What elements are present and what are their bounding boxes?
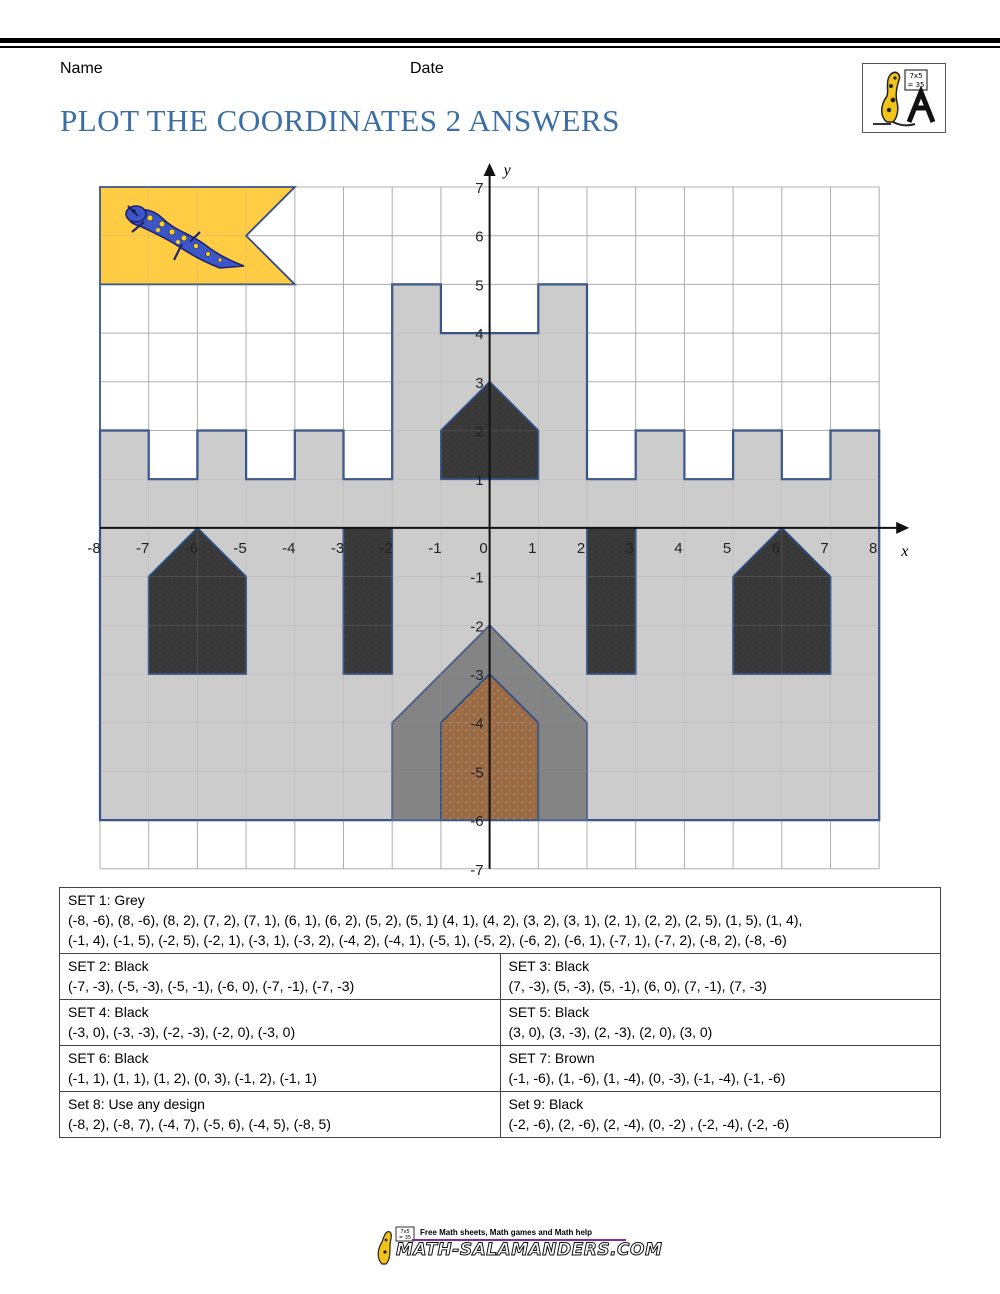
y-tick-label: 5 bbox=[475, 277, 484, 295]
set7-label: SET 7: Brown bbox=[508, 1050, 595, 1066]
x-tick-label: 2 bbox=[576, 539, 586, 557]
x-tick-label: -7 bbox=[136, 539, 150, 557]
set8-coords: (-8, 2), (-8, 7), (-4, 7), (-5, 6), (-4, 5), (-8, 5) bbox=[68, 1116, 331, 1132]
set4-coords: (-3, 0), (-3, -3), (-2, -3), (-2, 0), (-3, 0) bbox=[68, 1024, 296, 1040]
set6-coords: (-1, 1), (1, 1), (1, 2), (0, 3), (-1, 2), (-1, 1) bbox=[68, 1070, 317, 1086]
logo bbox=[862, 63, 946, 133]
footer-tagline: Free Math sheets, Math games and Math help bbox=[420, 1228, 593, 1237]
logo-badge-line1: 7x5 bbox=[909, 72, 923, 80]
set1-coords-line1: (-8, -6), (8, -6), (8, 2), (7, 2), (7, 1), (6, 1), (6, 2), (5, 2), (5, 1) (4, 1), (4, 2), (3, 2), (3, 1), (2, 1), (2, 2), (2, 5), (1, 5), (1, 4), bbox=[68, 912, 803, 928]
set1-coords-line2: (-1, 4), (-1, 5), (-2, 5), (-2, 1), (-3, 1), (-3, 2), (-4, 2), (-4, 1), (-5, 1), (-5, 2), (-6, 2), (-6, 1), (-7, 1), (-7, 2), (-8, 2), (-8, -6) bbox=[68, 932, 787, 948]
x-tick-label: 1 bbox=[528, 539, 537, 557]
x-tick-label: -3 bbox=[330, 539, 345, 557]
set7-coords: (-1, -6), (1, -6), (1, -4), (0, -3), (-1, -4), (-1, -6) bbox=[508, 1070, 786, 1086]
set5-label: SET 5: Black bbox=[508, 1004, 590, 1020]
set1-cell bbox=[60, 888, 941, 954]
x-tick-label: 4 bbox=[674, 539, 683, 557]
footer-brand: MATH-SALAMANDERS.COM bbox=[396, 1240, 663, 1260]
set4-cell bbox=[60, 1000, 501, 1046]
x-axis-arrow-icon bbox=[896, 522, 909, 534]
y-tick-label: -7 bbox=[470, 861, 484, 879]
x-tick-label: -5 bbox=[233, 539, 247, 557]
x-tick-label: -6 bbox=[184, 539, 199, 557]
set4-label: SET 4: Black bbox=[68, 1004, 149, 1020]
set2-cell bbox=[60, 954, 501, 1000]
set7-cell bbox=[500, 1046, 941, 1092]
set2-label: SET 2: Black bbox=[68, 958, 149, 974]
x-tick-label: -8 bbox=[87, 539, 101, 557]
logo-badge-line2: = 35 bbox=[907, 81, 925, 89]
x-tick-label: 8 bbox=[869, 539, 878, 557]
name-label: Name bbox=[60, 60, 103, 77]
y-tick-label: -1 bbox=[470, 569, 484, 587]
set5-cell bbox=[500, 1000, 941, 1046]
y-tick-label: -6 bbox=[470, 813, 484, 831]
y-tick-label: -3 bbox=[470, 667, 484, 684]
x-tick-label: 7 bbox=[820, 539, 829, 557]
set6-cell bbox=[60, 1046, 501, 1092]
coordinate-grid bbox=[80, 160, 920, 885]
set9-label: Set 9: Black bbox=[508, 1096, 584, 1112]
y-tick-label: 3 bbox=[475, 374, 484, 392]
y-tick-label: -2 bbox=[470, 618, 484, 636]
x-tick-label: -4 bbox=[282, 539, 296, 557]
set9-coords: (-2, -6), (2, -6), (2, -4), (0, -2) , (-2, -4), (-2, -6) bbox=[508, 1116, 790, 1132]
page-title: PLOT THE COORDINATES 2 ANSWERS bbox=[60, 103, 620, 138]
set8-cell bbox=[60, 1092, 501, 1138]
footer-badge-line2: = 35 bbox=[398, 1235, 412, 1241]
set2-coords: (-7, -3), (-5, -3), (-5, -1), (-6, 0), (-7, -1), (-7, -3) bbox=[68, 978, 355, 994]
date-label: Date bbox=[410, 60, 444, 77]
y-tick-label: 6 bbox=[475, 228, 484, 246]
y-tick-label: -5 bbox=[470, 764, 484, 782]
x-tick-label: -2 bbox=[379, 539, 393, 557]
x-tick-label: 6 bbox=[771, 539, 780, 557]
salamander-mascot-icon bbox=[863, 64, 945, 132]
y-tick-label: 2 bbox=[475, 423, 484, 441]
set3-coords: (7, -3), (5, -3), (5, -1), (6, 0), (7, -1), (7, -3) bbox=[508, 978, 767, 994]
y-axis-label: y bbox=[503, 162, 511, 179]
x-tick-label: 5 bbox=[722, 539, 732, 557]
y-tick-label: -4 bbox=[470, 715, 484, 733]
set6-label: SET 6: Black bbox=[68, 1050, 149, 1066]
header-rule-thick bbox=[0, 38, 1000, 43]
y-axis-arrow-icon bbox=[484, 163, 496, 176]
x-tick-label: 3 bbox=[625, 539, 634, 557]
set8-label: Set 8: Use any design bbox=[68, 1096, 205, 1112]
footer-logo bbox=[372, 1226, 663, 1268]
set9-cell bbox=[500, 1092, 941, 1138]
set3-label: SET 3: Black bbox=[508, 958, 590, 974]
y-tick-label: 4 bbox=[475, 326, 484, 344]
y-tick-label: 7 bbox=[475, 180, 484, 197]
set5-coords: (3, 0), (3, -3), (2, -3), (2, 0), (3, 0) bbox=[508, 1024, 713, 1040]
x-tick-label: 0 bbox=[479, 539, 488, 557]
set3-cell bbox=[500, 954, 941, 1000]
x-tick-label: -1 bbox=[428, 539, 442, 557]
y-tick-label: 1 bbox=[475, 472, 484, 490]
set1-label: SET 1: Grey bbox=[68, 892, 145, 908]
header-rule-thin bbox=[0, 46, 1000, 48]
footer-badge-line1: 7x5 bbox=[400, 1229, 410, 1235]
x-axis-label: x bbox=[901, 542, 909, 560]
coordinate-sets-table bbox=[59, 887, 941, 1138]
